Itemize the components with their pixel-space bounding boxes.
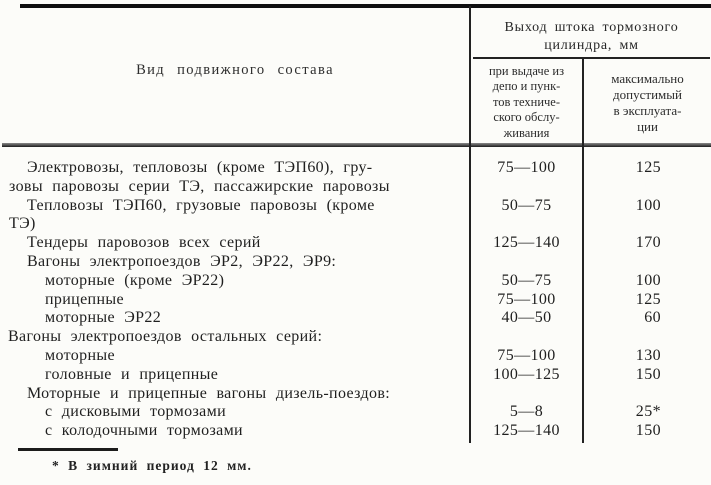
max-allowed-value: 100 — [635, 196, 661, 214]
table-row — [0, 234, 711, 253]
row-label-line: Тендеры паровозов всех серий — [27, 234, 261, 252]
sub-header-line: тов техниче- — [492, 94, 561, 109]
max-allowed-value: 125 — [635, 159, 661, 176]
row-label-line: прицепные — [45, 290, 124, 308]
table-row — [0, 385, 711, 404]
footnote: * В зимний период 12 мм. — [52, 458, 252, 473]
depot-issue-value: 75—100 — [497, 290, 556, 308]
sub-header-line: живания — [503, 125, 550, 140]
header-bottom-border — [2, 143, 711, 147]
max-allowed-value: 170 — [635, 234, 661, 252]
row-label — [0, 234, 470, 253]
depot-issue-value: 5—8 — [509, 403, 544, 421]
max-allowed-value: 130 — [635, 346, 661, 364]
table-row — [0, 272, 711, 291]
row-label-line: Вагоны электропоездов ЭР2, ЭР22, ЭР9: — [27, 252, 337, 270]
sub-header-line: депо и пунк- — [492, 79, 561, 94]
row-label-line: Электровозы, тепловозы (кроме ТЭП60), гру- — [27, 159, 373, 176]
row-label-line: ТЭ) — [9, 215, 36, 233]
depot-issue-value: 125—140 — [493, 422, 560, 440]
sub-header-line: ции — [637, 119, 658, 134]
table-row — [0, 159, 711, 197]
max-allowed-value: 100 — [635, 271, 661, 289]
row-label-line: с колодочными тормозами — [45, 422, 243, 440]
row-label — [0, 272, 470, 291]
table-row — [0, 291, 711, 310]
depot-issue-value: 125—140 — [493, 234, 560, 252]
row-label — [0, 385, 470, 404]
table-row — [0, 403, 711, 422]
sub-header-line: максимально — [611, 71, 684, 86]
row-label-line: моторные — [45, 346, 115, 364]
depot-issue-value: 75—100 — [497, 159, 556, 176]
depot-issue-value: 100—125 — [493, 365, 560, 383]
column-header-piston-stroke — [472, 19, 711, 55]
table-row — [0, 366, 711, 385]
table-top-border — [20, 4, 711, 8]
column-header-rolling-stock: Вид подвижного состава — [136, 62, 334, 78]
row-label — [0, 197, 470, 235]
row-label-line: головные и прицепные — [45, 365, 219, 383]
table-row — [0, 347, 711, 366]
row-label-line: моторные ЭР22 — [45, 309, 162, 327]
sub-header-line: при выдаче из — [488, 64, 565, 78]
column-header-max-allowed — [584, 71, 711, 135]
column-header-depot-issue — [471, 64, 582, 141]
sub-header-line: в эксплуата- — [613, 103, 682, 118]
row-label — [0, 422, 470, 441]
span-header-line: цилиндра, мм — [544, 38, 639, 53]
table-row — [0, 422, 711, 441]
row-label-line: моторные (кроме ЭР22) — [45, 271, 225, 289]
sub-header-line: допустимый — [613, 87, 682, 102]
table-row — [0, 197, 711, 235]
depot-issue-value: 75—100 — [497, 346, 556, 364]
row-label — [0, 328, 470, 347]
row-label — [0, 403, 470, 422]
max-allowed-value: 150 — [635, 365, 661, 383]
max-allowed-value: 125 — [635, 290, 661, 308]
row-label-line: с дисковыми тормозами — [45, 403, 226, 421]
table-row — [0, 253, 711, 272]
row-label — [0, 347, 470, 366]
span-header-line: Выход штока тормозного — [504, 20, 679, 35]
row-label-line: Вагоны электропоездов остальных серий: — [8, 328, 323, 346]
depot-issue-value: 50—75 — [501, 271, 552, 289]
footnote-separator-line — [18, 448, 118, 451]
table-row — [0, 328, 711, 347]
max-allowed-value: 150 — [635, 422, 661, 440]
sub-header-line: ского обслу- — [493, 110, 560, 125]
table-row — [0, 309, 711, 328]
max-allowed-value: 25* — [635, 403, 661, 421]
row-label — [0, 309, 470, 328]
row-label — [0, 159, 470, 197]
span-header-underline — [473, 57, 710, 59]
row-label-line: Моторные и прицепные вагоны дизель-поездов: — [27, 384, 391, 402]
depot-issue-value: 50—75 — [501, 196, 552, 214]
max-allowed-value: 60 — [644, 309, 661, 327]
row-label — [0, 291, 470, 310]
depot-issue-value: 40—50 — [501, 309, 552, 327]
row-label — [0, 253, 470, 272]
row-label-line: Тепловозы ТЭП60, грузовые паровозы (кроме — [27, 196, 375, 214]
row-label-line: зовы паровозы серии ТЭ, пассажирские паровозы — [9, 177, 390, 195]
row-label — [0, 366, 470, 385]
table-body — [0, 159, 711, 441]
